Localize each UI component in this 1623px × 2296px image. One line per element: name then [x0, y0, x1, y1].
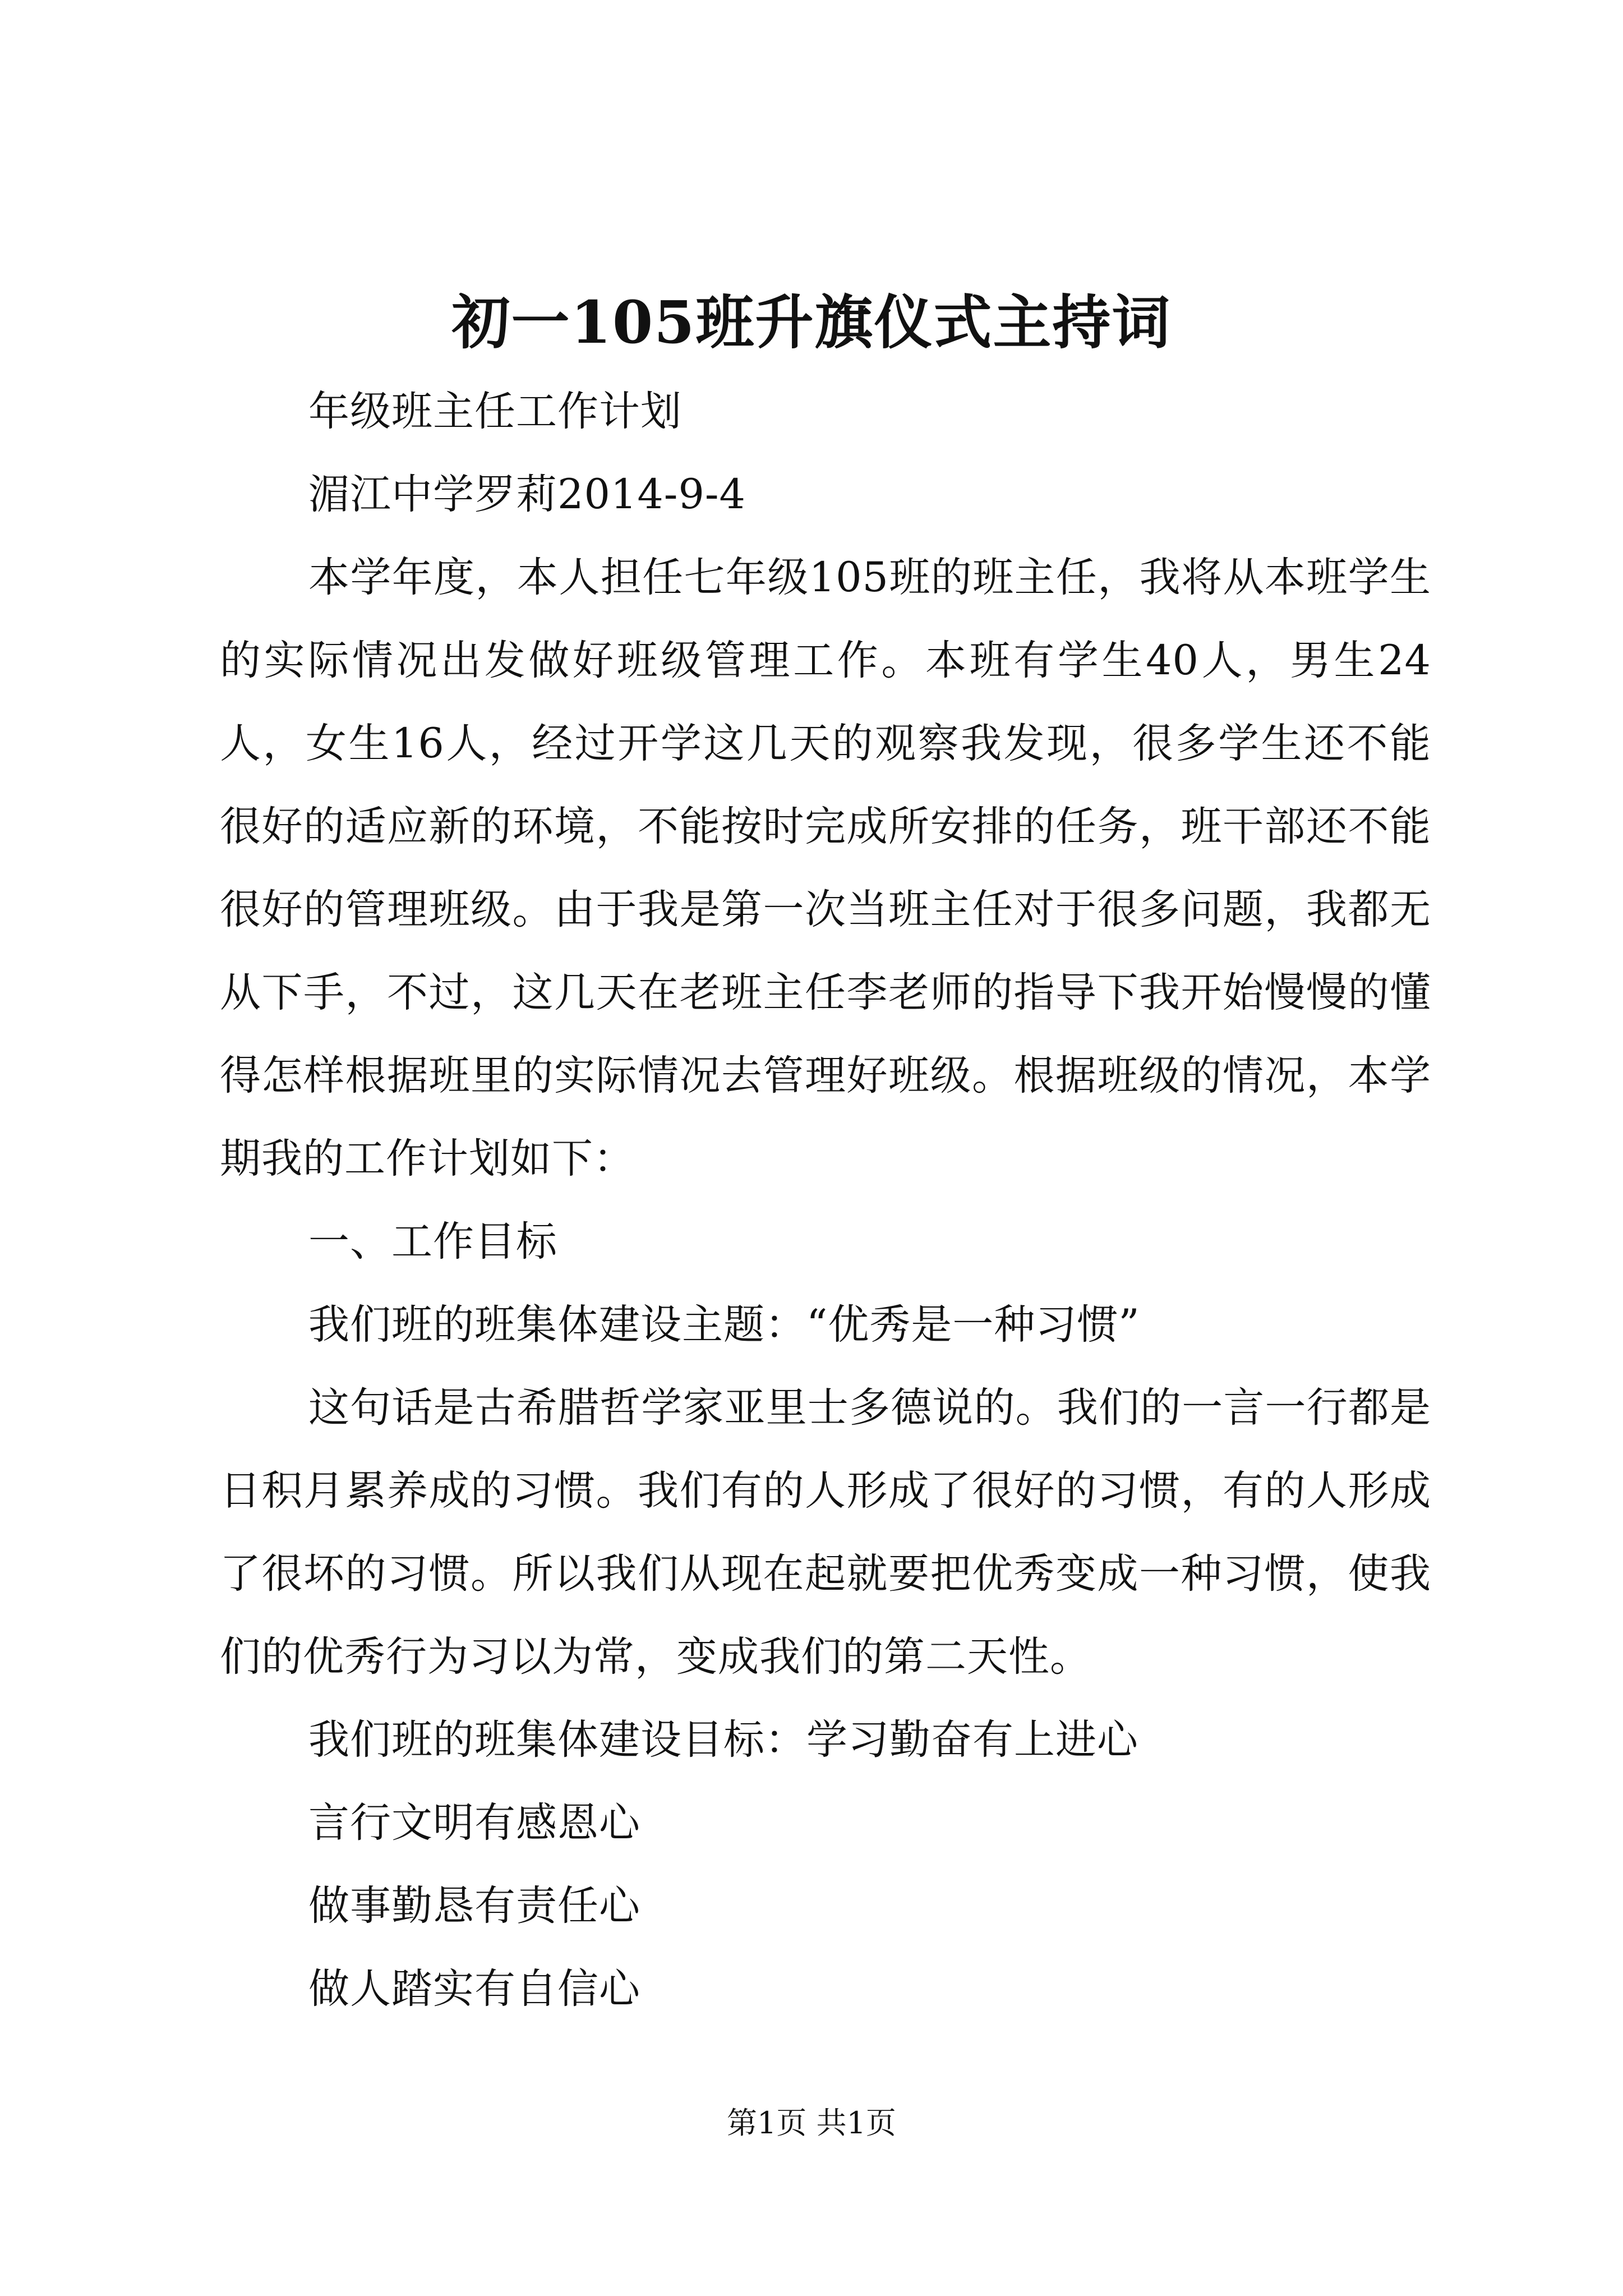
- class-theme: 我们班的班集体建设主题：“优秀是一种习惯”: [308, 1301, 1140, 1349]
- goal-item: 言行文明有感恩心: [308, 1799, 640, 1847]
- goal-item: 做人踏实有自信心: [308, 1965, 640, 2013]
- intro-paragraph: 本学年度，本人担任七年级105班的班主任，我将从本班学生的实际情况出发做好班级管理工作。本班有学生40人，男生24人，女生16人，经过开学这几天的观察我发现，很多学生还不能很好的适应新的环境，不能按时完成所安排的任务，班干部还不能很好的管理班级。由于我是第一次当班主任对于很多问题，我都无从下手，不过，这几天在老班主任李老师的指导下我开始慢慢的懂得怎样根据班里的实际情况去管理好班级。根据班级的情况，本学期我的工作计划如下：: [220, 554, 1431, 1182]
- page-footer: 第1页 共1页: [727, 2105, 896, 2141]
- document-body: [220, 370, 1431, 2031]
- theme-explanation: 这句话是古希腊哲学家亚里士多德说的。我们的一言一行都是日积月累养成的习惯。我们有的人形成了很好的习惯，有的人形成了很坏的习惯。所以我们从现在起就要把优秀变成一种习惯，使我们的优秀行为习以为常，变成我们的第二天性。: [220, 1384, 1431, 1681]
- section-heading-goals: 一、工作目标: [308, 1218, 557, 1266]
- author-date: 湄江中学罗莉2014-9-4: [308, 471, 746, 518]
- class-goal: 我们班的班集体建设目标：学习勤奋有上进心: [308, 1716, 1138, 1764]
- document-title: 初一105班升旗仪式主持词: [451, 288, 1172, 357]
- subtitle-plan: 年级班主任工作计划: [308, 388, 682, 435]
- goal-item: 做事勤恳有责任心: [308, 1882, 640, 1930]
